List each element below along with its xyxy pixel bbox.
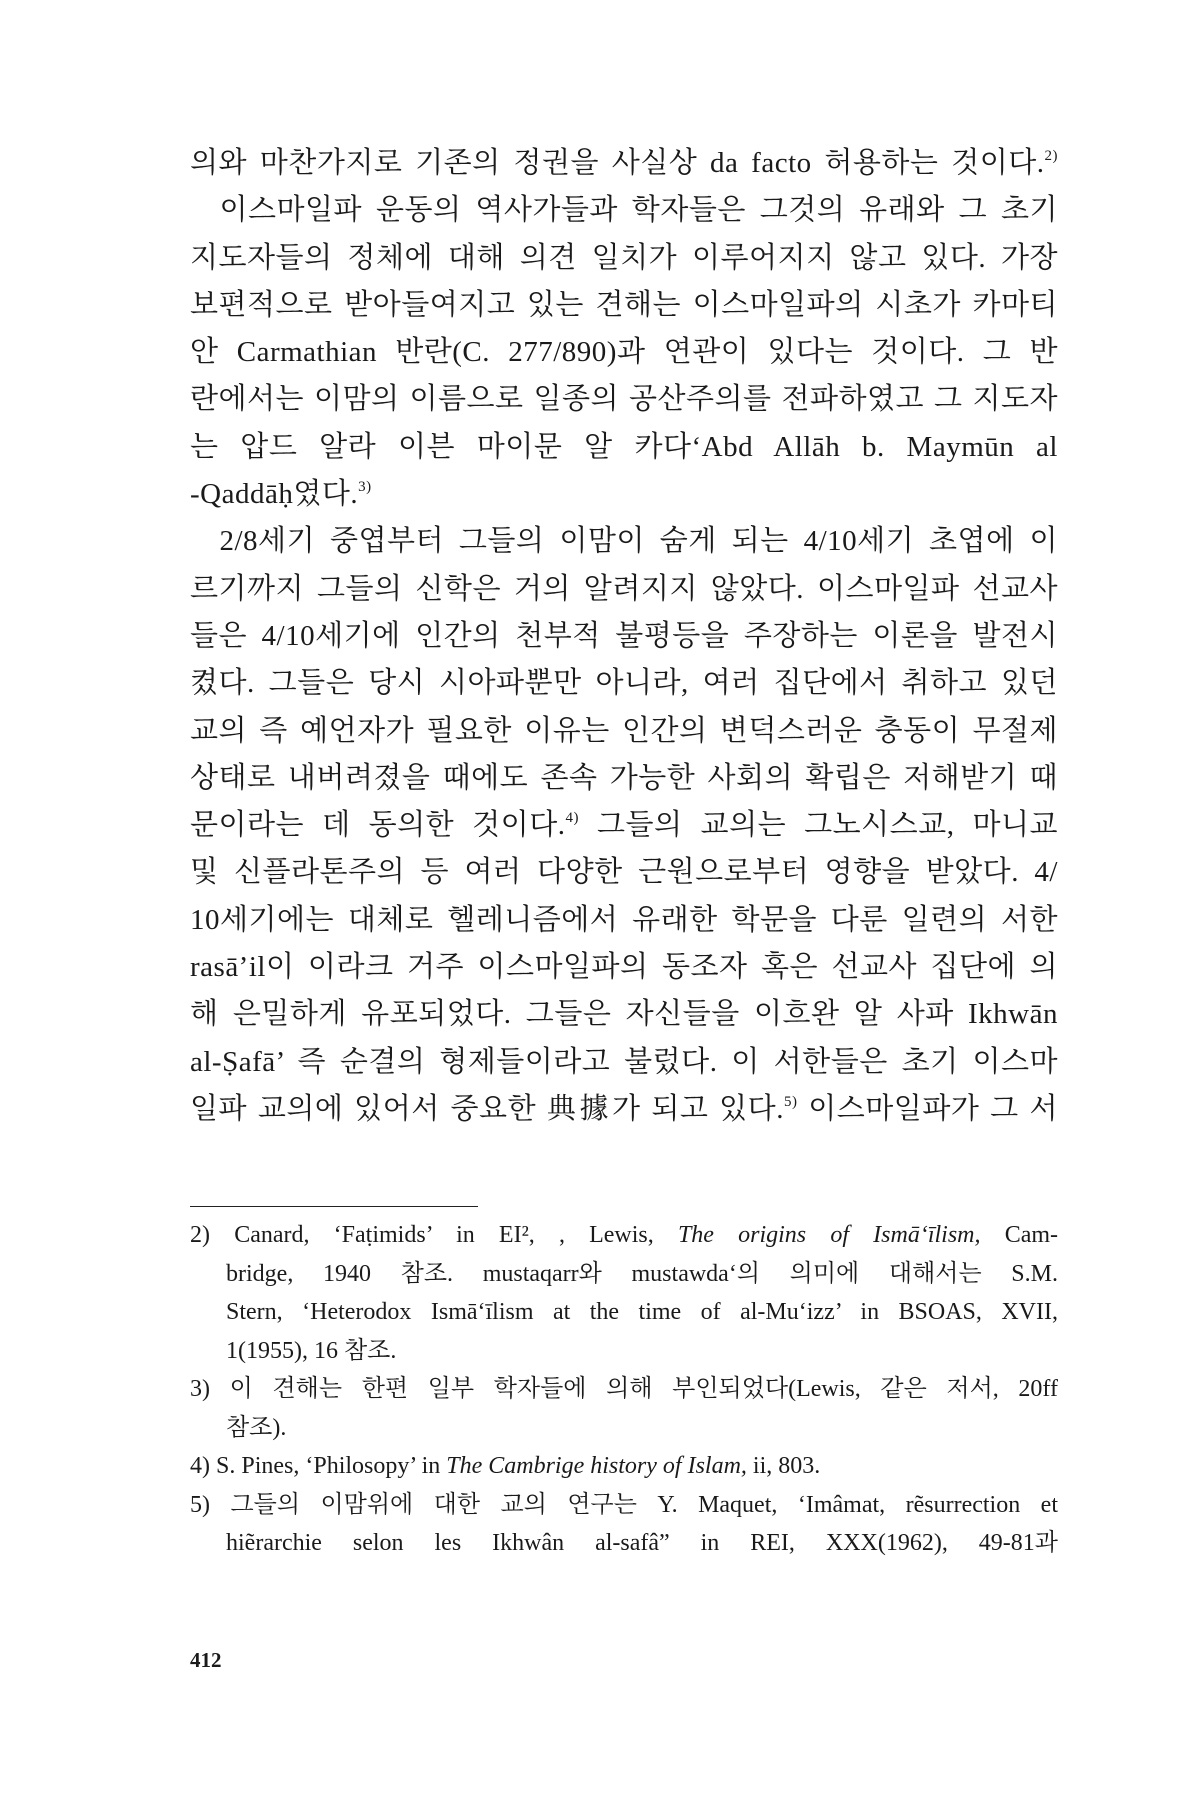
footnote-4 [190, 1447, 1058, 1486]
text-line [190, 187, 1058, 234]
footnote-number: 3) [190, 1376, 210, 1402]
footnote-ref: 5) [783, 1093, 798, 1110]
text-segment: 일파 교의에 있어서 중요한 典據가 되고 있다. [190, 1092, 784, 1125]
footnote-2-line: Stern, ‘Heterodox Ismā‘īlism at the time of al-Mu‘izz’ in BSOAS, XVII, [226, 1299, 1058, 1325]
footnote-5-line: hiẽrarchie selon les Ikhwân al-safâ” in REI, XXX(1962), 49-81과 [226, 1530, 1058, 1556]
text-line: 보편적으로 받아들여지고 있는 견해는 이스마일파의 시초가 카마티 [190, 288, 1058, 321]
text-line: 해 은밀하게 유포되었다. 그들은 자신들을 이흐완 알 사파 Ikhwān [190, 998, 1058, 1031]
text-line [190, 471, 1058, 518]
text-segment: 2/8세기 중엽부터 그들의 이맘이 숨게 되는 4/10세기 초엽에 이 [219, 525, 1058, 558]
text-line: rasā’il이 이라크 거주 이스마일파의 동조자 혹은 선교사 집단에 의 [190, 951, 1058, 984]
text-line: 교의 즉 예언자가 필요한 이유는 인간의 변덕스러운 충동이 무절제 [190, 714, 1058, 747]
text-line: 및 신플라톤주의 등 여러 다양한 근원으로부터 영향을 받았다. 4/ [190, 856, 1058, 889]
footnote-text: 그들의 이맘위에 대한 교의 연구는 Y. Maquet, ‘Imâmat, rẽsurrection et [230, 1491, 1058, 1518]
footnote-text: 이 견해는 한편 일부 학자들에 의해 부인되었다(Lewis, 같은 저서, 20ff [229, 1376, 1058, 1402]
text-line: 르기까지 그들의 신학은 거의 알려지지 않았다. 이스마일파 선교사 [190, 572, 1058, 605]
text-line: 켰다. 그들은 당시 시아파뿐만 아니라, 여러 집단에서 취하고 있던 [190, 667, 1058, 700]
text-segment: 그들의 교의는 그노시스교, 마니교 [597, 809, 1059, 842]
footnote-separator [190, 1206, 478, 1207]
text-line [190, 140, 1058, 187]
footnote-text: Canard, ‘Faṭimids’ in EI², , Lewis, [234, 1222, 678, 1248]
footnote-ref: 3) [358, 479, 372, 496]
footnote-ref: 2) [1044, 148, 1058, 164]
text-line: 지도자들의 정체에 대해 의견 일치가 이루어지지 않고 있다. 가장 [190, 241, 1058, 274]
footnote-text: Cam- [980, 1222, 1059, 1248]
footnote-number: 5) [190, 1491, 210, 1518]
text-line [190, 802, 1058, 849]
text-line: 상태로 내버려졌을 때에도 존속 가능한 사회의 확립은 저해받기 때 [190, 761, 1058, 794]
footnote-number: 2) [190, 1222, 210, 1248]
text-segment: 이스마일파 운동의 역사가들과 학자들은 그것의 유래와 그 초기 [219, 194, 1058, 227]
text-line: 10세기에는 대체로 헬레니즘에서 유래한 학문을 다룬 일련의 서한 [190, 903, 1058, 936]
text-line: 안 Carmathian 반란(C. 277/890)과 연관이 있다는 것이다. 그 반 [190, 336, 1058, 369]
footnote-2 [190, 1216, 1058, 1255]
footnote-ref: 4) [565, 810, 579, 827]
text-line: 는 압드 알라 이븐 마이문 알 카다‘Abd Allāh b. Maymūn al [190, 430, 1058, 463]
text-segment: 문이라는 데 동의한 것이다. [190, 809, 566, 842]
footnotes [190, 1216, 1058, 1563]
text-line: al-Ṣafā’ 즉 순결의 형제들이라고 불렀다. 이 서한들은 초기 이스마 [190, 1045, 1058, 1078]
page-number: 412 [190, 1648, 222, 1672]
text-line: 들은 4/10세기에 인간의 천부적 불평등을 주장하는 이론을 발전시 [190, 619, 1058, 652]
text-line [190, 1086, 1058, 1133]
footnote-3 [190, 1370, 1058, 1409]
text-segment: -Qaddāḥ였다. [190, 478, 359, 511]
footnote-2-line: 1(1955), 16 참조. [226, 1337, 397, 1364]
footnote-number: 4) [190, 1453, 210, 1479]
footnote-2-line: bridge, 1940 참조. mustaqarr와 mustawda‘의 의미에 대해서는 S.M. [226, 1260, 1058, 1287]
text-segment: 이스마일파가 그 서 [808, 1092, 1058, 1125]
footnote-text: ii, 803. [746, 1453, 821, 1479]
footnote-text: S. Pines, ‘Philosopy’ in [216, 1453, 447, 1479]
footnote-italic-title: The Cambrige history of Islam, [446, 1453, 747, 1479]
body-text [190, 140, 1058, 1133]
text-segment: 의와 마찬가지로 기존의 정권을 사실상 da facto 허용하는 것이다. [190, 147, 1045, 179]
footnote-italic-title: The origins of Ismā‘īlism, [677, 1222, 981, 1248]
text-line [190, 518, 1058, 565]
footnote-3-line: 참조). [226, 1414, 287, 1441]
footnote-5 [190, 1486, 1058, 1525]
text-line: 란에서는 이맘의 이름으로 일종의 공산주의를 전파하였고 그 지도자 [190, 383, 1058, 416]
